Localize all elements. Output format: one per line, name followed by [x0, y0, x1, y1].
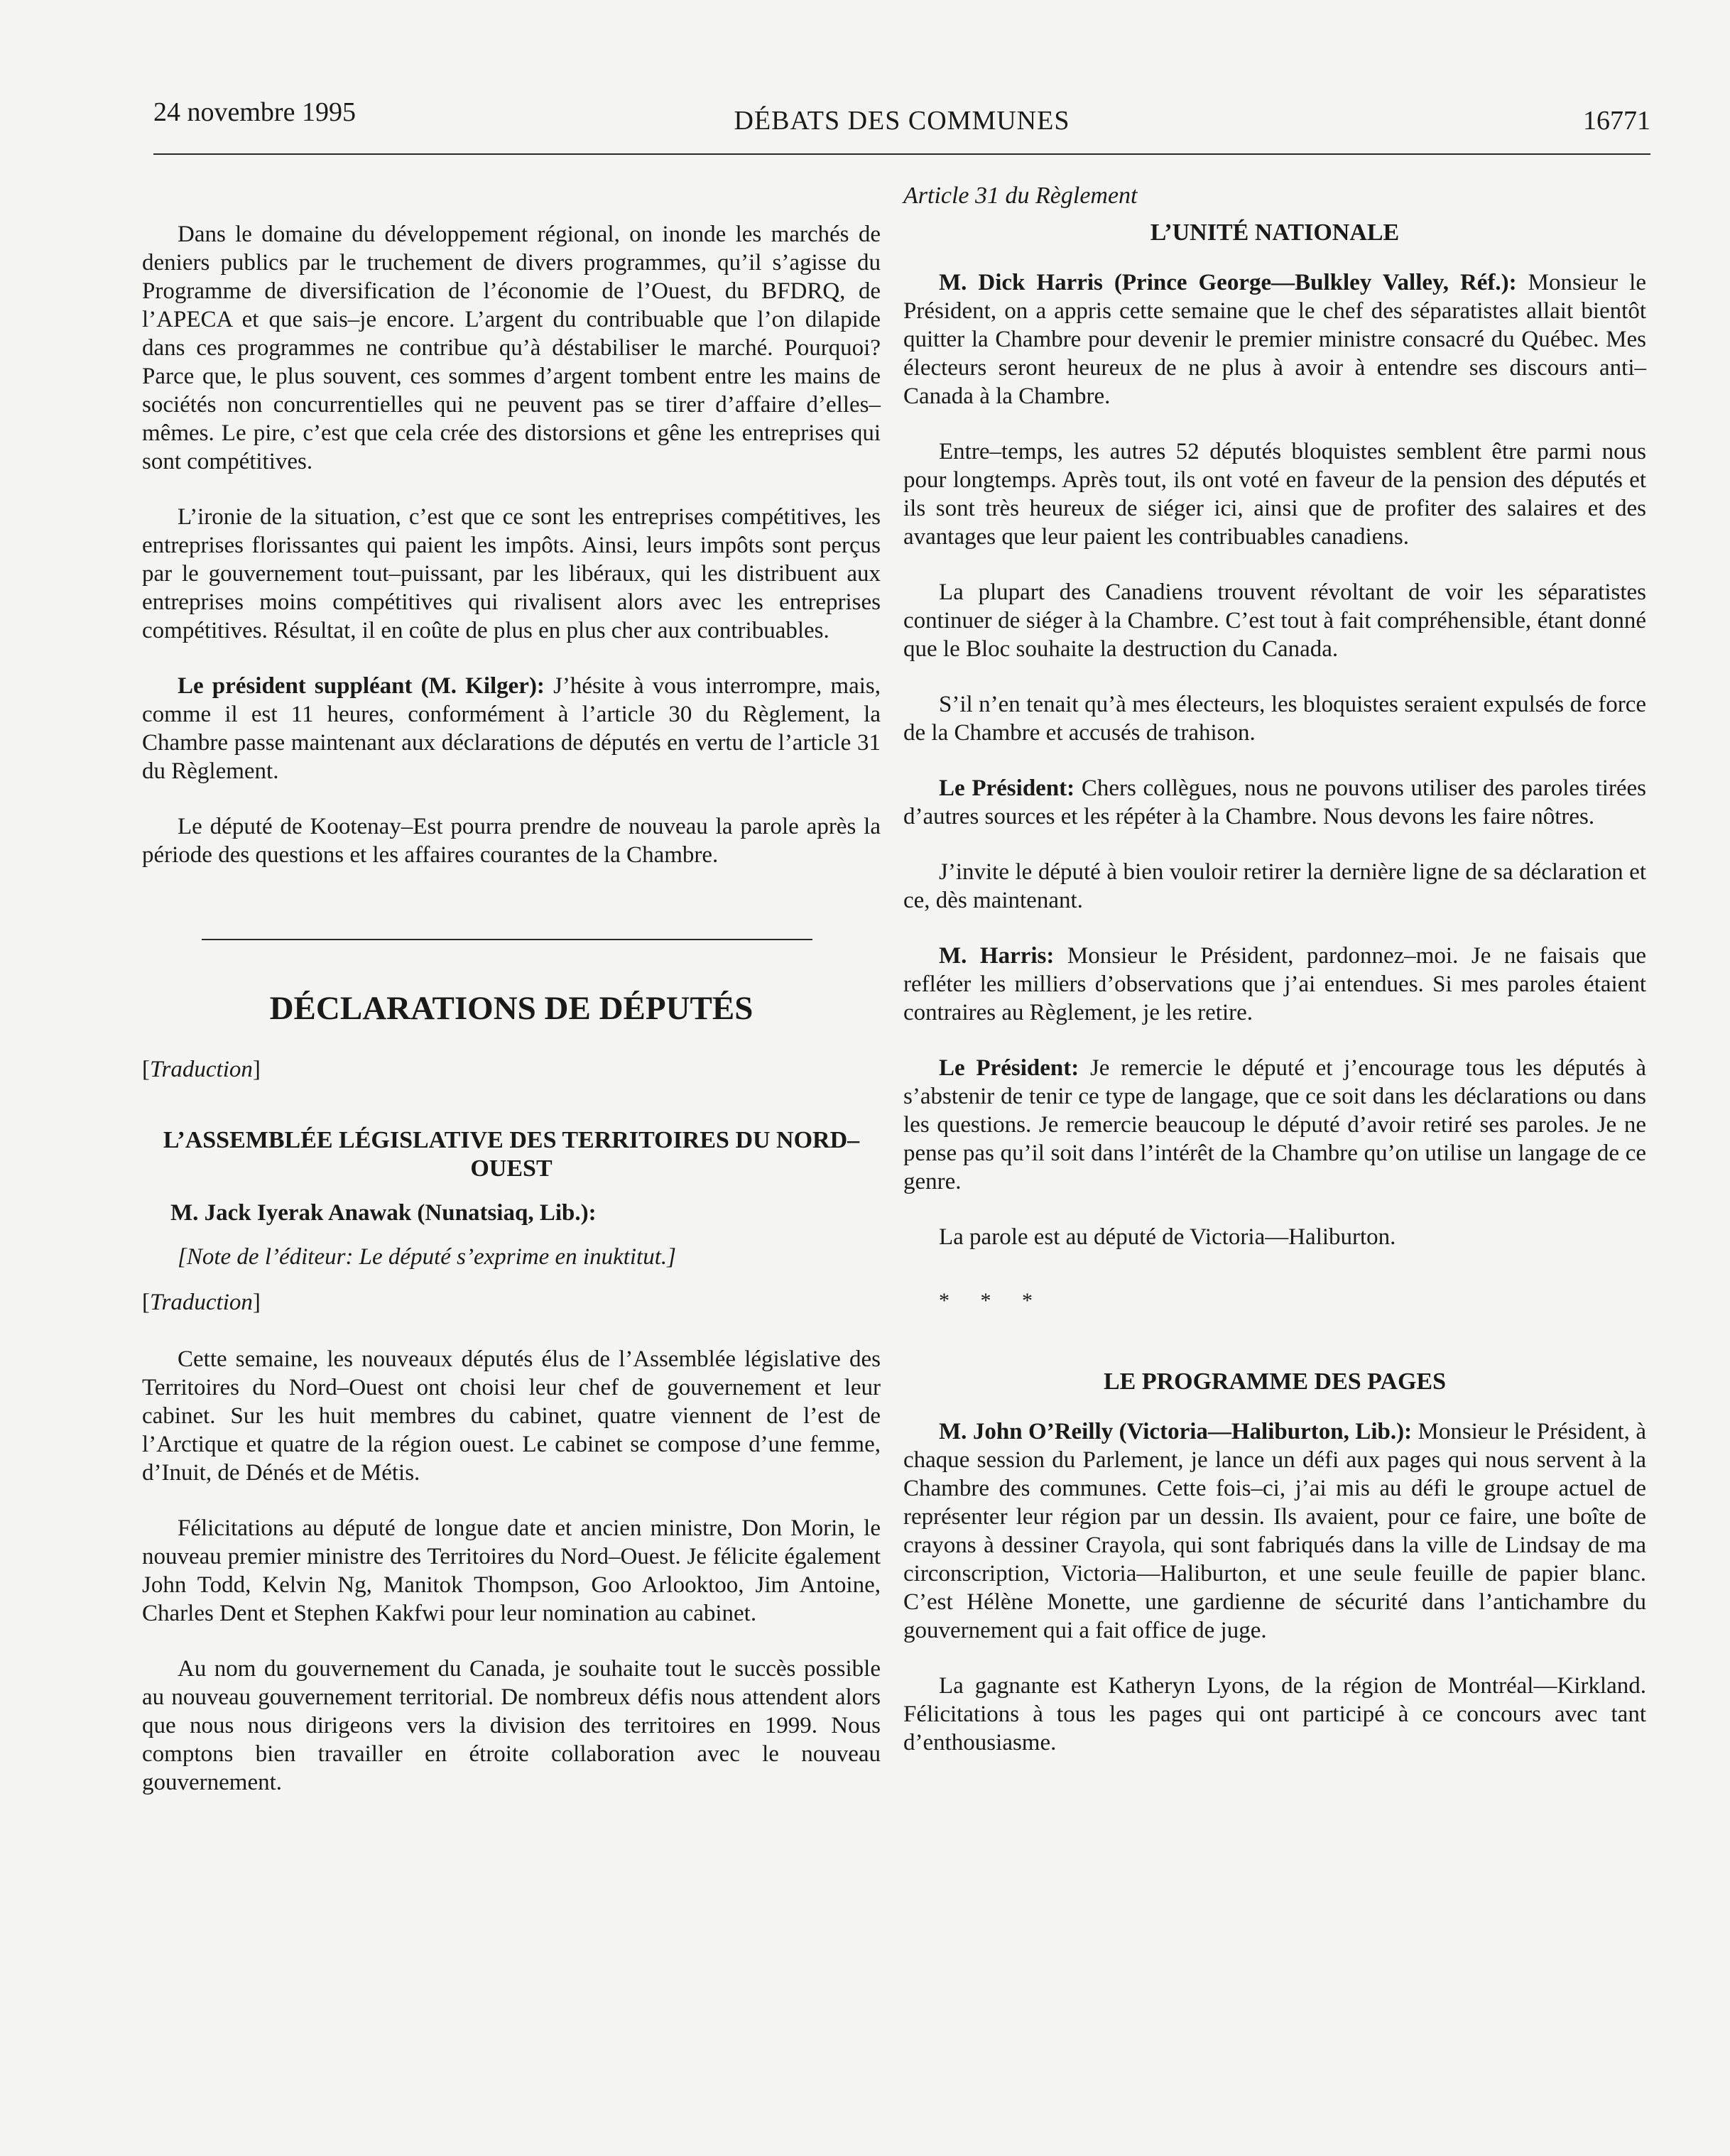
speaker-name: M. Harris: — [939, 943, 1055, 969]
paragraph: Dans le domaine du développement régional, on inonde les marchés de deniers publics par le truchement de divers programmes, qu’il s’agisse du Programme de diversification de l’économie de l’Ouest, du BFDRQ, de l’APECA et que sais–je encore. L’argent du contribuable que l’on dilapide dans ces programmes ne contribue qu’à déstabiliser le marché. Pourquoi? Parce que, le plus souvent, ces sommes d’argent tombent entre les mains de sociétés non concurrentielles qui ne peuvent pas se tirer d’affaire d’elles–mêmes. Le pire, c’est que cela crée des distorsions et gêne les entreprises qui sont compétitives. — [142, 222, 881, 474]
header-rule — [153, 153, 1650, 155]
paragraph: S’il n’en tenait qu’à mes électeurs, les bloquistes seraient expulsés de force de la Chambre et accusés de trahison. — [903, 692, 1646, 746]
paragraph: Félicitations au député de longue date et ancien ministre, Don Morin, le nouveau premier ministre des Territoires du Nord–Ouest. Je félicite également John Todd, Kelvin Ng, Manitok Thompson, Goo Arlooktoo, Jim Antoine, Charles Dent et Stephen Kakfwi pour leur nomination au cabinet. — [142, 1515, 881, 1626]
paragraph: Cette semaine, les nouveaux députés élus de l’Assemblée législative des Territoires du Nord–Ouest ont choisi leur chef de gouvernement et leur cabinet. Sur les huit membres du cabinet, quatre viennent de l’est de l’Arctique et quatre de la région ouest. Le cabinet se compose d’une femme, d’Inuit, de Dénés et de Métis. — [142, 1346, 881, 1486]
paragraph: Entre–temps, les autres 52 députés bloquistes semblent être parmi nous pour longtemps. Après tout, ils ont voté en faveur de la pension des députés et ils sont très heureux de siéger ici, ainsi que de profiter des salaires et des avantages que leur paient les contribuables canadiens. — [903, 439, 1646, 550]
speech-text: Monsieur le Président, pardonnez–moi. Je ne faisais que refléter les milliers d’observations que j’ai entendues. Si mes paroles étaient contraires au Règlement, je les retire. — [903, 943, 1647, 1025]
paragraph: Au nom du gouvernement du Canada, je souhaite tout le succès possible au nouveau gouvernement territorial. De nombreux défis nous attendent alors que nous nous dirigeons vers la division des territoires en 1999. Nous comptons bien travailler en étroite collaboration avec le nouveau gouvernement. — [142, 1656, 881, 1795]
paragraph: La plupart des Canadiens trouvent révoltant de voir les séparatistes continuer de siéger à la Chambre. C’est tout à fait compréhensible, étant donné que le Bloc souhaite la destruction du Canada. — [903, 579, 1646, 662]
speaker-line: M. Jack Iyerak Anawak (Nunatsiaq, Lib.): — [170, 1200, 597, 1226]
section-heading: L’UNITÉ NATIONALE — [1150, 219, 1400, 246]
header-date: 24 novembre 1995 — [153, 97, 356, 127]
speaker-name: Le Président: — [939, 1055, 1079, 1081]
paragraph: Le député de Kootenay–Est pourra prendre de nouveau la parole après la période des questions et les affaires courantes de la Chambre. — [142, 814, 881, 868]
translation-tag: [Traduction] — [142, 1290, 261, 1315]
page-header — [153, 97, 1650, 139]
section-heading: LE PROGRAMME DES PAGES — [1103, 1368, 1446, 1395]
paragraph: L’ironie de la situation, c’est que ce sont les entreprises compétitives, les entreprises florissantes qui paient les impôts. Ainsi, leurs impôts sont perçus par le gouvernement tout–puissant, par les libéraux, qui les distribuent aux entreprises moins compétitives qui rivalisent alors avec les entreprises compétitives. Résultat, il en coûte de plus en plus cher aux contribuables. — [142, 504, 881, 643]
speaker-name: Le Président: — [939, 775, 1075, 801]
speech-text: J’hésite à vous interrompre, mais, comme il est 11 heures, conformément à l’article 30 du Règlement, la Chambre passe maintenant aux déclarations de députés en vertu de l’article 31 du Règlement. — [142, 673, 881, 784]
paragraph — [903, 942, 1646, 1027]
speech-text: Chers collègues, nous ne pouvons utiliser des paroles tirées d’autres sources et les répéter à la Chambre. Nous devons les faire nôtres. — [903, 775, 1647, 829]
left-column — [142, 220, 881, 1797]
paragraph: La parole est au député de Victoria—Haliburton. — [939, 1224, 1396, 1250]
speech-text: Monsieur le Président, à chaque session du Parlement, je lance un défi aux pages qui nous servent à la Chambre des communes. Cette fois–ci, j’ai mis au défi le groupe actuel de représenter leur région par un dessin. Ils avaient, pour ce faire, une boîte de crayons à dessiner Crayola, qui sont fabriqués dans la ville de Lindsay de ma circonscription, Victoria—Haliburton, et une seule feuille de papier blanc. C’est Hélène Monette, une gardienne de sécurité dans l’antichambre du gouvernement qui a fait office de juge. — [903, 1419, 1646, 1643]
paragraph — [142, 672, 881, 785]
paragraph — [903, 1054, 1646, 1196]
paragraph — [903, 1417, 1646, 1645]
paragraph: J’invite le député à bien vouloir retirer la dernière ligne de sa déclaration et ce, dès maintenant. — [903, 859, 1646, 913]
right-column — [903, 182, 1646, 1757]
speech-text: Je remercie le député et j’encourage tous les députés à s’abstenir de tenir ce type de langage, que ce soit dans les déclarations ou dans les questions. Je remercie beaucoup le député d’avoir retiré ses paroles. Je ne pense pas qu’il soit dans l’intérêt de la Chambre qu’on utilise un langage de ce genre. — [903, 1055, 1647, 1194]
speech-text: Monsieur le Président, on a appris cette semaine que le chef des séparatistes allait bientôt quitter la Chambre pour devenir le premier ministre consacré du Québec. Mes électeurs seront heureux de ne plus à avoir à entendre ses discours anti–Canada à la Chambre. — [903, 270, 1646, 409]
speaker-name: M. Dick Harris (Prince George—Bulkley Valley, Réf.): — [939, 270, 1517, 295]
speaker-name: Le président suppléant (M. Kilger): — [178, 673, 545, 699]
article-reference: Article 31 du Règlement — [903, 183, 1138, 209]
section-separator: * * * — [939, 1289, 1045, 1312]
paragraph — [903, 774, 1646, 831]
major-heading: DÉCLARATIONS DE DÉPUTÉS — [269, 990, 754, 1027]
paragraph: La gagnante est Katheryn Lyons, de la région de Montréal—Kirkland. Félicitations à tous les pages qui ont participé à ce concours avec tant d’enthousiasme. — [903, 1673, 1646, 1755]
section-heading: L’ASSEMBLÉE LÉGISLATIVE DES TERRITOIRES DU NORD–OUEST — [163, 1127, 860, 1182]
speaker-name: M. John O’Reilly (Victoria—Haliburton, Lib.): — [939, 1419, 1413, 1444]
header-title: DÉBATS DES COMMUNES — [734, 106, 1070, 136]
header-page-number: 16771 — [1583, 106, 1650, 136]
paragraph — [903, 268, 1646, 410]
editor-note: [Note de l’éditeur: Le député s’exprime en inuktitut.] — [178, 1244, 676, 1270]
translation-tag: [Traduction] — [142, 1057, 261, 1082]
